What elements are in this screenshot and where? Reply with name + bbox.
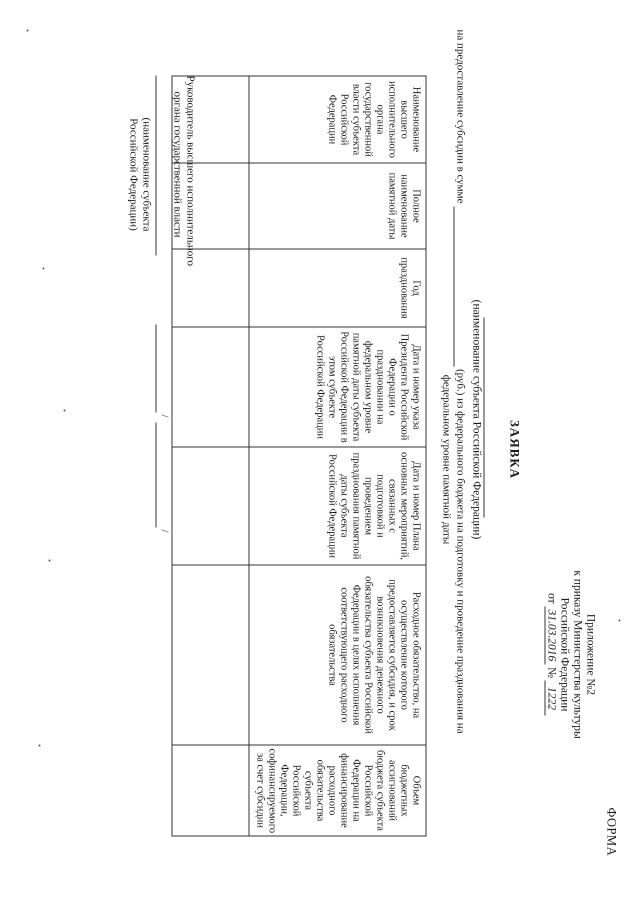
header-cell-plan: Дата и номер Плана основных мероприятий, связанных с подготовкой и проведением празднования памятной даты субъекта Российской Федерации	[249, 447, 426, 565]
subsidy-line	[454, 30, 467, 890]
subsidy-text-part3: федеральном уровне памятной даты	[440, 374, 453, 545]
appendix-line3: Российской Федерации	[558, 597, 571, 712]
signature-line2: органа государственной власти	[171, 91, 184, 238]
subsidy-amount-line	[454, 206, 455, 366]
header-cell-date-name: Полное наименование памятной даты	[249, 163, 426, 249]
number-value: 1222	[545, 681, 558, 716]
appendix-line2: к приказу Министерства культуры	[571, 570, 584, 739]
signature-line1: Руководитель высшего исполнительного	[184, 75, 197, 267]
subsidy-text-part1: на предоставление субсидии в сумме	[454, 29, 467, 204]
header-cell-authority: Наименование высшего исполнительного органа государственной власти субъекта Российской Федерации	[249, 76, 426, 163]
scan-speck	[49, 560, 51, 562]
header-cell-budget: Объем бюджетных ассигнований бюджета субъекта Российской Федерации на финансирование расходного обязательства субъекта Российской Федерации, софинансируемого за счет субсидии	[249, 745, 426, 836]
table-cell[interactable]	[172, 565, 249, 745]
appendix-block	[545, 560, 597, 750]
signature-separator-1: /	[158, 414, 171, 418]
signature-separator-2: /	[158, 529, 171, 533]
application-table	[172, 76, 427, 837]
forma-label: ФОРМА	[604, 807, 619, 857]
scan-speck	[619, 620, 621, 622]
document-title: ЗАЯВКА	[507, 419, 523, 480]
header-cell-obligation: Расходное обязательство, на осуществление которого предоставляется субсидия, и срок возникновения денежного обязательства субъекта Российской Федерации в целях исполнения соответствующего расходного обязательства	[249, 565, 426, 745]
header-cell-decree: Дата и номер указа Президента Российской Федерации о праздновании на федеральном уровне памятной даты субъекта Российской Федерации в этом субъекте Российской Федерации	[249, 327, 426, 447]
subject-signature-line	[156, 76, 157, 256]
appendix-date-line	[545, 560, 558, 750]
table-header-row	[249, 76, 426, 836]
name-line	[156, 423, 157, 528]
document-page	[1, 0, 640, 905]
table-cell[interactable]	[172, 447, 249, 565]
subsidy-text-part2: (руб.) из федерального бюджета на подготовку и проведение празднования на	[454, 368, 467, 734]
signature-caption	[127, 90, 153, 260]
header-cell-year: Год празднования	[249, 249, 426, 327]
signature-caption1: (наименование субъекта	[140, 117, 153, 232]
date-value: 31.03.2016	[545, 607, 558, 665]
scan-speck	[27, 30, 29, 32]
scan-speck	[39, 745, 41, 747]
scan-speck	[43, 268, 45, 270]
subject-caption: (наименование субъекта Российской Федерации)	[470, 299, 483, 540]
scan-speck	[64, 410, 66, 412]
date-prefix: от	[545, 593, 558, 604]
subject-name-line	[484, 318, 485, 518]
signature-caption2: Российской Федерации)	[127, 118, 140, 231]
signature-line	[156, 325, 157, 413]
number-prefix: №	[545, 667, 558, 679]
table-cell[interactable]	[172, 745, 249, 836]
signature-block	[171, 76, 197, 376]
appendix-line1: Приложение №2	[584, 613, 597, 696]
